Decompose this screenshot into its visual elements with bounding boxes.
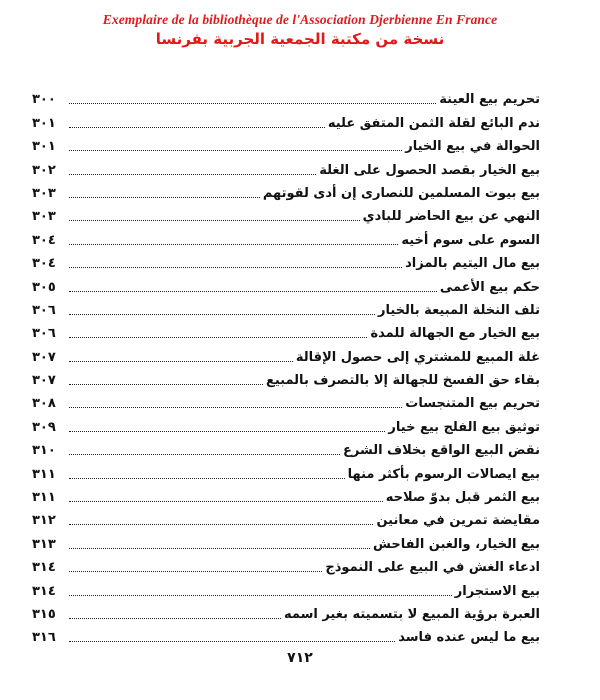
toc-entry-title: مقايضة تمرين في معانين	[376, 513, 540, 529]
toc-entry	[32, 133, 540, 156]
toc-entry-title: غلة المبيع للمشتري إلى حصول الإقالة	[295, 349, 540, 365]
toc-entry-title: بيع الخيار مع الجهالة للمدة	[370, 326, 540, 342]
dot-leader	[69, 641, 395, 642]
table-of-contents	[32, 86, 540, 647]
toc-entry-page: ٣١٦	[32, 630, 56, 646]
toc-entry-page: ٣٠١	[32, 115, 56, 131]
toc-entry-page: ٣٠٧	[32, 373, 56, 389]
toc-entry	[32, 390, 540, 413]
toc-entry-page: ٣١٠	[32, 443, 56, 459]
dot-leader	[69, 595, 452, 596]
dot-leader	[69, 244, 398, 245]
toc-entry-page: ٣٠٥	[32, 279, 56, 295]
toc-entry-page: ٣٠٧	[32, 349, 56, 365]
toc-entry-title: ندم البائع لقلة الثمن المتفق عليه	[327, 115, 540, 131]
dot-leader	[69, 337, 367, 338]
toc-entry-page: ٣١١	[32, 466, 56, 482]
page-number: ٧١٢	[287, 650, 313, 666]
toc-entry-page: ٣٠٣	[32, 185, 56, 201]
toc-entry-page: ٣٠٨	[32, 396, 56, 412]
toc-entry	[32, 86, 540, 109]
dot-leader	[69, 618, 281, 619]
toc-entry-title: بيع الخيار، والغبن الفاحش	[372, 536, 540, 552]
toc-entry	[32, 577, 540, 600]
toc-entry	[32, 203, 540, 226]
toc-entry-title: توثيق بيع الفلج بيع خيار	[388, 419, 540, 435]
toc-entry	[32, 180, 540, 203]
toc-entry-page: ٣٠٢	[32, 162, 56, 178]
toc-entry-title: تلف النخلة المبيعة بالخيار	[377, 302, 540, 318]
dot-leader	[69, 524, 373, 525]
dot-leader	[69, 174, 316, 175]
toc-entry	[32, 460, 540, 483]
toc-entry-title: بيع الاستجرار	[454, 583, 540, 599]
dot-leader	[69, 197, 260, 198]
toc-entry-title: بيع مال اليتيم بالمزاد	[405, 256, 540, 272]
toc-entry-title: بيع بيوت المسلمين للنصارى إن أدى لقوتهم	[262, 185, 540, 201]
toc-entry	[32, 554, 540, 577]
toc-entry	[32, 226, 540, 249]
dot-leader	[69, 127, 325, 128]
dot-leader	[69, 103, 436, 104]
library-stamp-arabic: نسخة من مكتبة الجمعية الجربية بفرنسا	[155, 30, 445, 48]
toc-entry-page: ٣١٤	[32, 583, 56, 599]
dot-leader	[69, 454, 340, 455]
dot-leader	[69, 431, 385, 432]
toc-entry-title: نقض البيع الواقع بخلاف الشرع	[343, 443, 540, 459]
toc-entry	[32, 320, 540, 343]
toc-entry-page: ٣٠٣	[32, 209, 56, 225]
toc-entry-title: بقاء حق الفسخ للجهالة إلا بالتصرف بالمبيع	[265, 373, 540, 389]
toc-entry-page: ٣٠٤	[32, 256, 56, 272]
toc-entry	[32, 367, 540, 390]
dot-leader	[69, 571, 322, 572]
toc-entry-page: ٣٠٠	[32, 92, 56, 108]
toc-entry-title: بيع الثمر قبل بدوّ صلاحه	[385, 490, 540, 506]
toc-entry-page: ٣٠١	[32, 139, 56, 155]
toc-entry-page: ٣١٥	[32, 606, 56, 622]
toc-entry	[32, 530, 540, 553]
toc-entry	[32, 437, 540, 460]
toc-entry-title: ادعاء الغش في البيع على النموذج	[325, 560, 540, 576]
toc-entry	[32, 413, 540, 436]
toc-entry-page: ٣٠٩	[32, 419, 56, 435]
dot-leader	[69, 384, 263, 385]
toc-entry-page: ٣١٤	[32, 560, 56, 576]
toc-entry-title: حكم بيع الأعمى	[439, 279, 540, 295]
dot-leader	[69, 548, 370, 549]
toc-entry	[32, 601, 540, 624]
toc-entry-title: الحوالة في بيع الخيار	[405, 139, 540, 155]
toc-entry-page: ٣٠٦	[32, 302, 56, 318]
dot-leader	[69, 267, 402, 268]
dot-leader	[69, 220, 360, 221]
dot-leader	[69, 501, 383, 502]
toc-entry	[32, 297, 540, 320]
toc-entry-title: تحريم بيع العينة	[439, 92, 540, 108]
dot-leader	[69, 291, 437, 292]
toc-entry	[32, 507, 540, 530]
toc-entry	[32, 156, 540, 179]
toc-entry-title: بيع الخيار بقصد الحصول على الغلة	[319, 162, 540, 178]
dot-leader	[69, 407, 402, 408]
toc-entry-title: النهي عن بيع الحاضر للبادي	[362, 209, 540, 225]
toc-entry	[32, 250, 540, 273]
toc-entry	[32, 273, 540, 296]
toc-entry-title: السوم على سوم أخيه	[401, 232, 540, 248]
toc-entry	[32, 109, 540, 132]
toc-entry-page: ٣٠٦	[32, 326, 56, 342]
toc-entry	[32, 624, 540, 647]
toc-entry	[32, 343, 540, 366]
toc-entry-page: ٣١١	[32, 490, 56, 506]
library-stamp-latin: Exemplaire de la bibliothèque de l'Association Djerbienne En France	[102, 12, 498, 27]
toc-entry-title: بيع ما ليس عنده فاسد	[398, 630, 540, 646]
dot-leader	[69, 314, 375, 315]
toc-entry-page: ٣١٢	[32, 513, 56, 529]
toc-entry	[32, 484, 540, 507]
toc-entry-title: بيع ايصالات الرسوم بأكثر منها	[347, 466, 540, 482]
dot-leader	[69, 361, 293, 362]
dot-leader	[69, 150, 402, 151]
dot-leader	[69, 478, 345, 479]
toc-entry-page: ٣٠٤	[32, 232, 56, 248]
toc-entry-title: تحريم بيع المتنجسات	[405, 396, 540, 412]
toc-entry-page: ٣١٣	[32, 536, 56, 552]
toc-entry-title: العبرة برؤية المبيع لا بتسميته بغير اسمه	[283, 606, 540, 622]
